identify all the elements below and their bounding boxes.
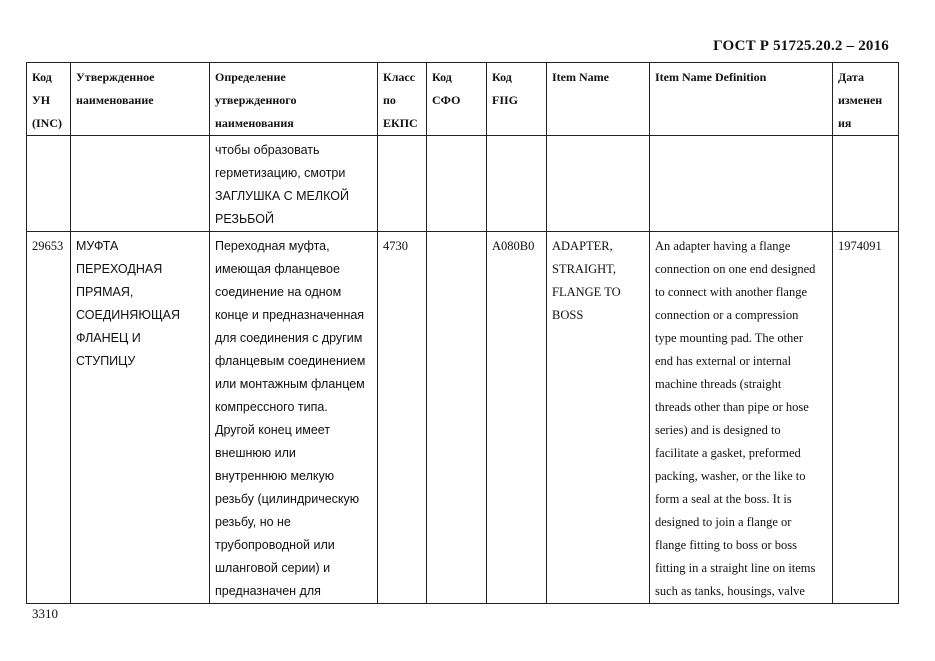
catalog-table [26,62,899,604]
cell-date [833,136,899,232]
document-title: ГОСТ Р 51725.20.2 – 2016 [713,38,889,54]
col-header-approved-name: Утвержденное наименование [71,63,210,136]
cell-date: 1974091 [833,232,899,604]
col-header-inc: Код УН (INC) [27,63,71,136]
cell-class: 4730 [378,232,427,604]
col-header-date: Дата изменен ия [833,63,899,136]
col-header-class: Класс по ЕКПС [378,63,427,136]
cell-item-name [547,136,650,232]
col-header-fiig: Код FIIG [487,63,547,136]
cell-approved-name [71,136,210,232]
table-row [27,136,899,232]
cell-sfo [427,232,487,604]
col-header-item-name: Item Name [547,63,650,136]
cell-fiig [487,136,547,232]
cell-item-name: ADAPTER, STRAIGHT, FLANGE TO BOSS [547,232,650,604]
col-header-definition: Определение утвержденного наименования [210,63,378,136]
col-header-item-definition: Item Name Definition [650,63,833,136]
cell-item-definition: An adapter having a flange connection on one end designed to connect with another flange connection or a compression type mounting pad. The other end has external or internal machine threads (straight threads other than pipe or hose series) and is designed to facilitate a gasket, preformed packing, washer, or the like to form a seal at the boss. It is designed to join a flange or flange fitting to boss or boss fitting in a straight line on items such as tanks, housings, valve [650,232,833,604]
cell-item-definition [650,136,833,232]
table-header-row [27,63,899,136]
cell-sfo [427,136,487,232]
cell-fiig: A080B0 [487,232,547,604]
cell-inc: 29653 [27,232,71,604]
cell-definition: чтобы образовать герметизацию, смотри ЗАГЛУШКА С МЕЛКОЙ РЕЗЬБОЙ [210,136,378,232]
table-row [27,232,899,604]
cell-class [378,136,427,232]
cell-inc [27,136,71,232]
col-header-sfo: Код СФО [427,63,487,136]
page-number: 3310 [32,606,58,621]
cell-approved-name: МУФТА ПЕРЕХОДНАЯ ПРЯМАЯ, СОЕДИНЯЮЩАЯ ФЛАНЕЦ И СТУПИЦУ [71,232,210,604]
cell-definition: Переходная муфта, имеющая фланцевое соединение на одном конце и предназначенная для соединения с другим фланцевым соединением или монтажным фланцем компрессного типа. Другой конец имеет внешнюю или внутреннюю мелкую резьбу (цилиндрическую резьбу, но не трубопроводной или шланговой серии) и предназначен для [210,232,378,604]
